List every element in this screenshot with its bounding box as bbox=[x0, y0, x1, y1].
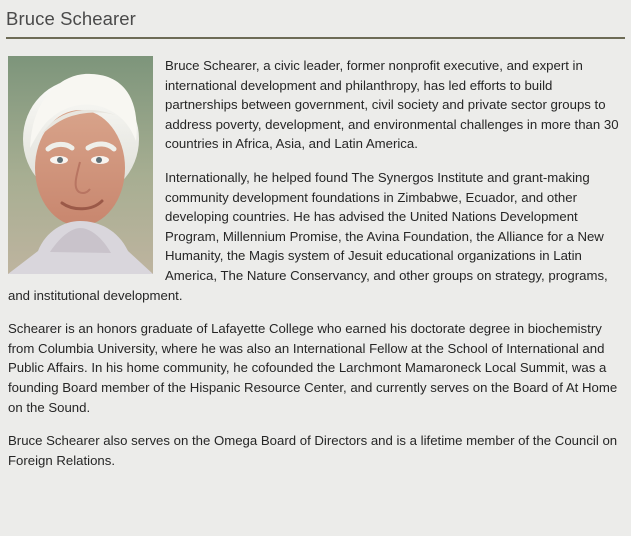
bio-paragraph-4: Bruce Schearer also serves on the Omega Board of Directors and is a lifetime member of the Council on Foreign Relations. bbox=[8, 433, 618, 468]
portrait-photo bbox=[8, 56, 153, 274]
person-portrait-icon bbox=[8, 56, 153, 274]
page-title: Bruce Schearer bbox=[6, 7, 136, 29]
bio-paragraph-1: Bruce Schearer, a civic leader, former nonprofit executive, and expert in international development and philanthropy, has led efforts to build partnerships between government, civil society and private sector groups to address poverty, development, and environmental challenges in more than 30 countries in Africa, Asia, and Latin America. bbox=[165, 58, 619, 152]
bio-paragraph-2: Internationally, he helped found The Synergos Institute and grant-making community development foundations in Zimbabwe, Ecuador, and other developing countries. He has advised the United Nations Development Program, Millennium Promise, the Avina Foundation, the Alliance for a New Humanity, the Magis system of Jesuit educational organizations in Latin America, The Nature Conservancy, and other groups on strategy, programs, and institutional development. bbox=[8, 169, 608, 303]
bio-paragraph-3: Schearer is an honors graduate of Lafayette College who earned his doctorate degree in biochemistry from Columbia University, where he was also an International Fellow at the School of International and Public Affairs. In his home community, he cofounded the Larchmont Mamaroneck Local Summit, was a founding Board member of the Hispanic Resource Center, and currently serves on the Board of At Home on the Sound. bbox=[8, 321, 618, 415]
bio-content bbox=[8, 39, 623, 484]
bio-header bbox=[6, 0, 625, 39]
